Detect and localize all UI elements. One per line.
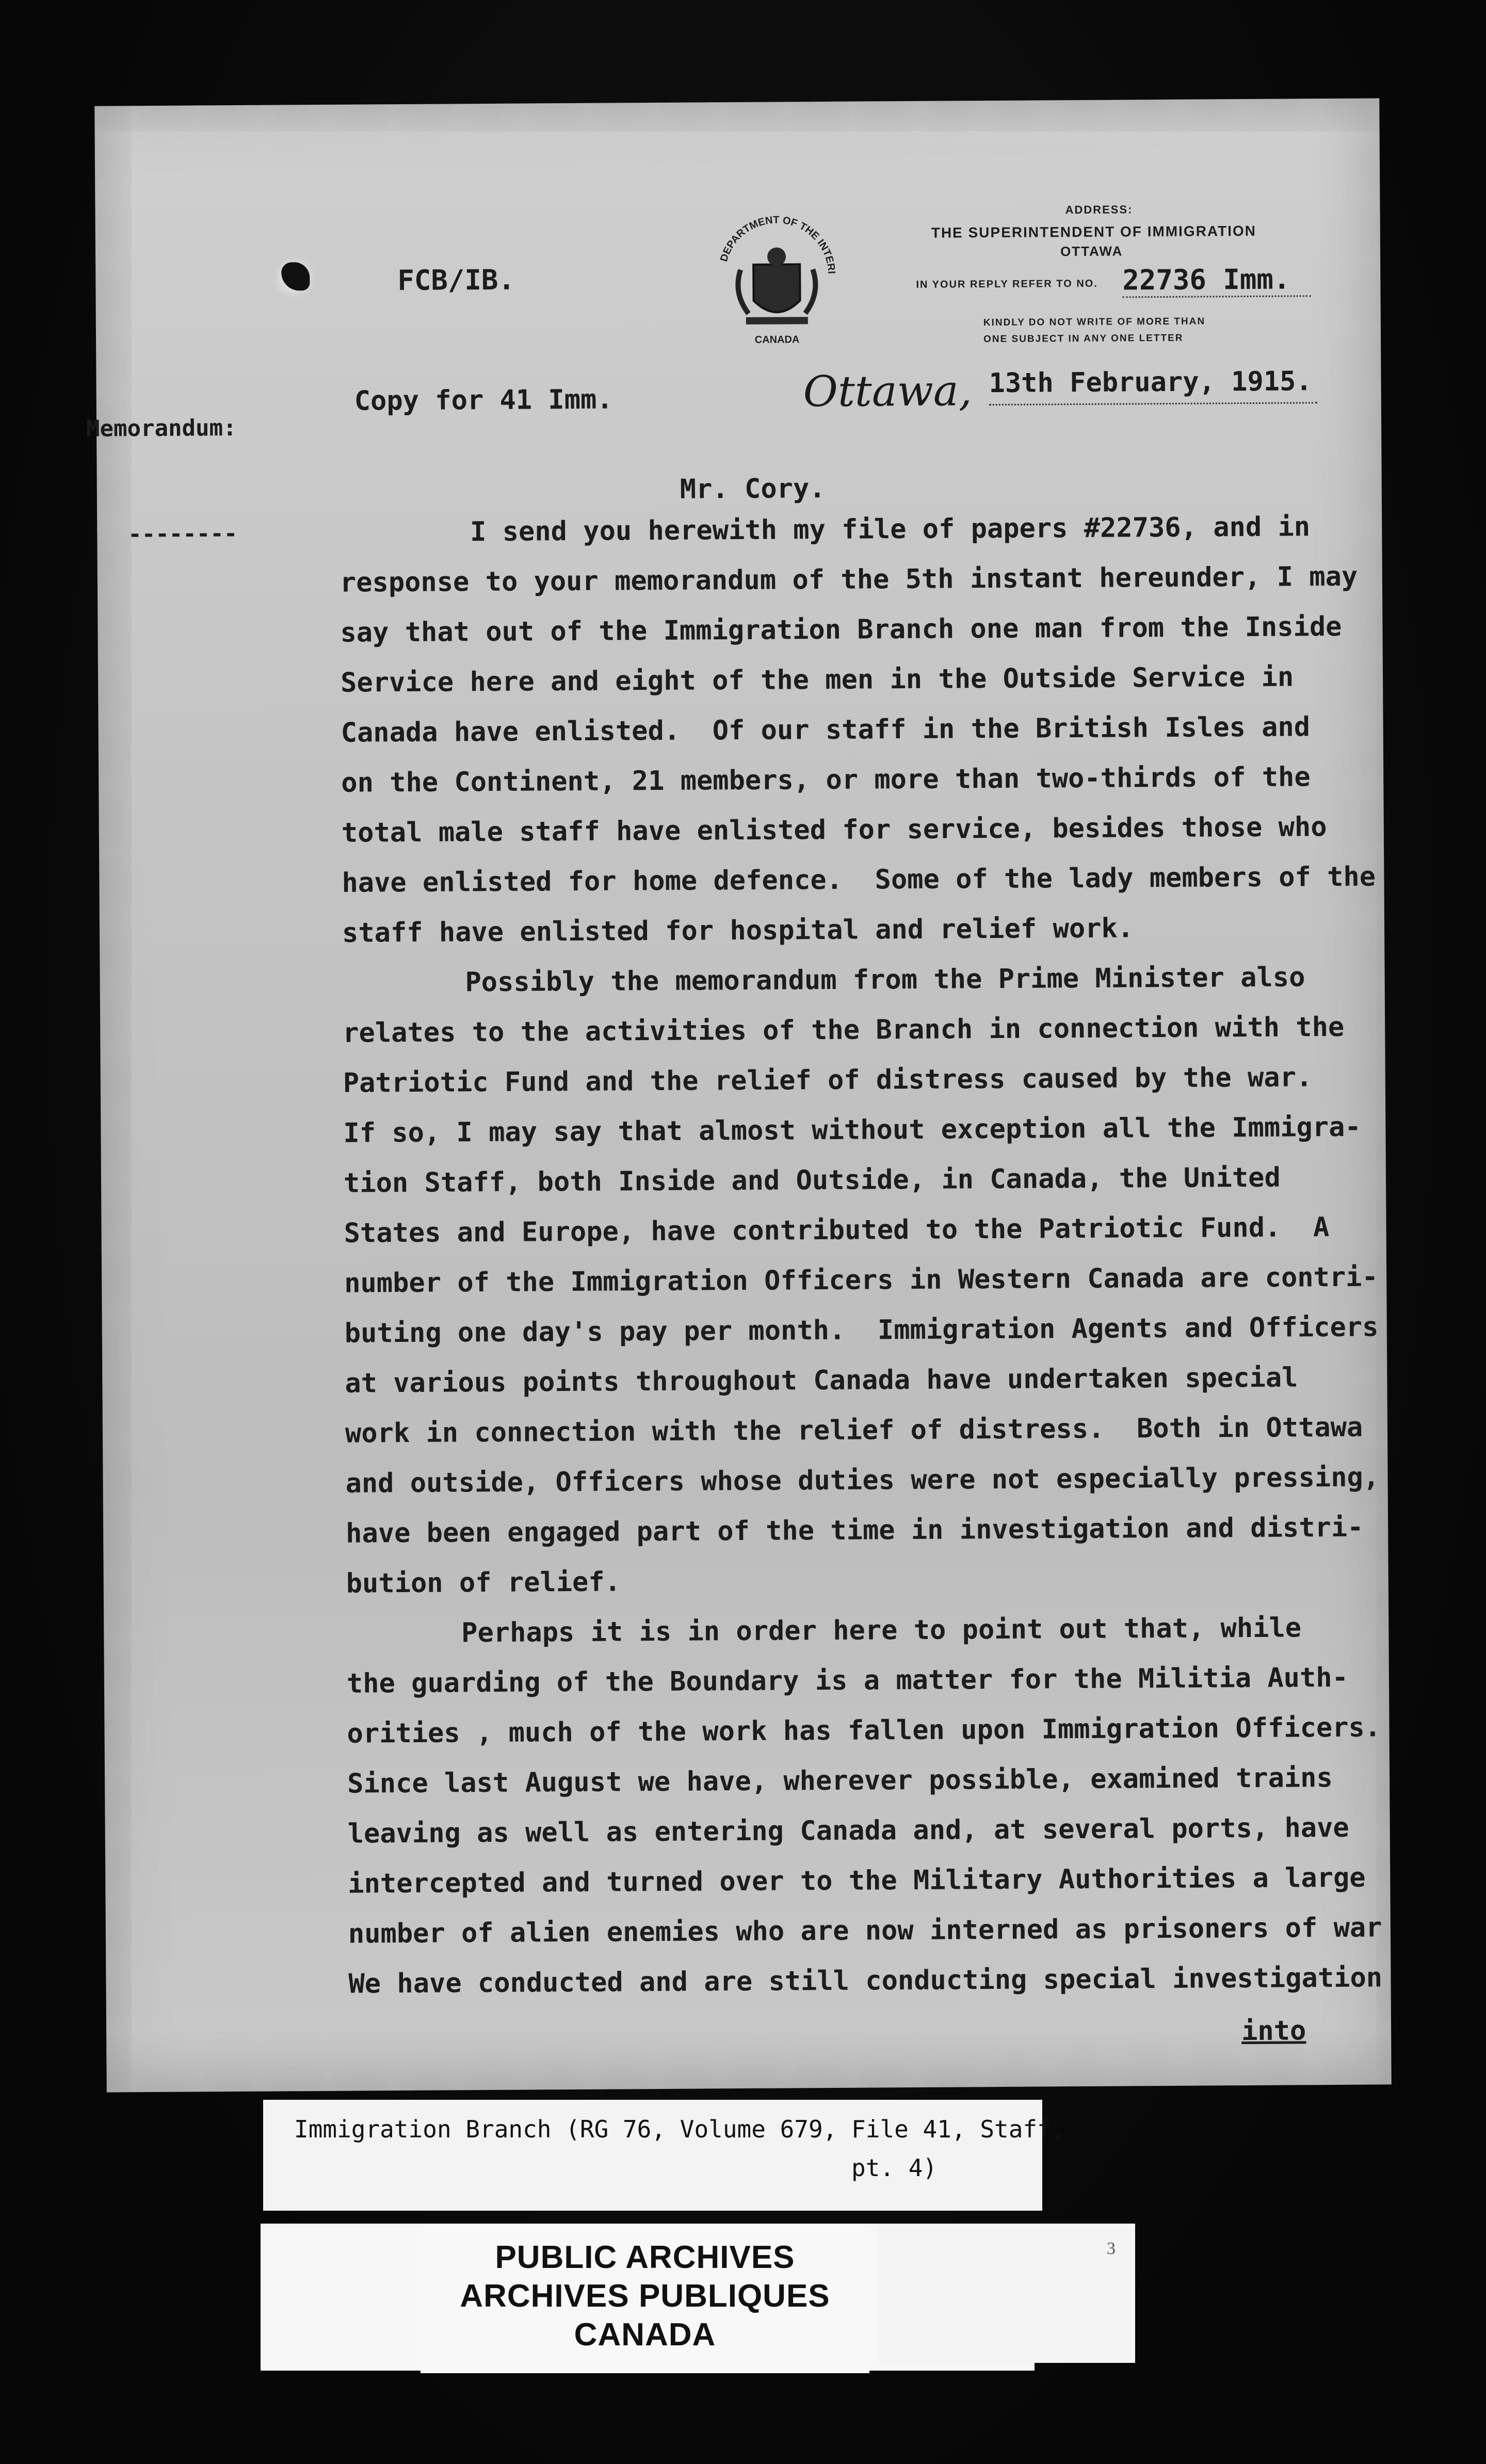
- body-line: I send you herewith my file of papers #22736, and in: [373, 511, 1311, 548]
- archive-reference-label: [263, 2100, 1066, 2211]
- addressee: Mr. Cory.: [680, 473, 826, 505]
- body-line: Possibly the memorandum from the Prime Minister also: [368, 962, 1305, 999]
- body-line: Perhaps it is in order here to point out that, while: [364, 1612, 1302, 1649]
- body-line: orities , much of the work has fallen upon Immigration Officers.: [347, 1712, 1381, 1749]
- public-archives-stamp: [421, 2224, 869, 2373]
- note-line-2: ONE SUBJECT IN ANY ONE LETTER: [983, 332, 1184, 345]
- body-line: and outside, Officers whose duties were not especially pressing,: [345, 1462, 1380, 1499]
- body-line: work in connection with the relief of distress. Both in Ottawa: [345, 1412, 1363, 1449]
- body-line: leaving as well as entering Canada and, at several ports, have: [347, 1812, 1349, 1850]
- body-line: If so, I may say that almost without exception all the Immigra-: [343, 1111, 1361, 1149]
- address-label: ADDRESS:: [1065, 203, 1133, 217]
- corner-mark: 3: [1107, 2239, 1116, 2258]
- memorandum-page: [86, 98, 1391, 2092]
- initials: FCB/IB.: [397, 263, 515, 297]
- stamp-backing-right: [877, 2224, 1135, 2363]
- address-line-1: THE SUPERINTENDENT OF IMMIGRATION: [931, 222, 1257, 241]
- crest-bottom-text: CANADA: [754, 334, 800, 346]
- body-line: Patriotic Fund and the relief of distress caused by the war.: [343, 1062, 1313, 1099]
- body-line: States and Europe, have contributed to the Patriotic Fund. A: [344, 1212, 1330, 1249]
- body-line: tion Staff, both Inside and Outside, in Canada, the United: [343, 1162, 1281, 1199]
- letter-date: 13th February, 1915.: [989, 366, 1317, 406]
- body-line: staff have enlisted for hospital and relief work.: [342, 913, 1134, 949]
- place-name: Ottawa,: [803, 366, 973, 417]
- punch-hole: [271, 254, 318, 301]
- body-line: on the Continent, 21 members, or more than two-thirds of the: [341, 761, 1311, 799]
- body-line: at various points throughout Canada have undertaken special: [345, 1362, 1298, 1399]
- body-line: the guarding of the Boundary is a matter for the Militia Auth-: [346, 1662, 1349, 1699]
- archive-reference-line-2: pt. 4): [851, 2154, 938, 2182]
- body-line: say that out of the Immigration Branch one man from the Inside: [340, 611, 1342, 649]
- archive-reference-line-1: Immigration Branch (RG 76, Volume 679, File 41, Staff,: [294, 2115, 1066, 2143]
- body-line: intercepted and turned over to the Military Authorities a large: [348, 1862, 1366, 1900]
- memorandum-label: Memorandum:: [86, 414, 237, 442]
- margin-dashes: --------: [128, 520, 238, 548]
- coat-of-arms-icon: [704, 202, 849, 353]
- body-line: relates to the activities of the Branch in connection with the: [343, 1011, 1345, 1049]
- body-line: number of alien enemies who are now interned as prisoners of war: [348, 1912, 1382, 1950]
- body-line: bution of relief.: [346, 1566, 621, 1599]
- stamp-line-2: ARCHIVES PUBLIQUES: [460, 2278, 830, 2314]
- address-line-2: OTTAWA: [1060, 243, 1123, 260]
- body-line: Service here and eight of the men in the Outside Service in: [340, 661, 1294, 699]
- body-line: have enlisted for home defence. Some of the lady members of the: [342, 861, 1376, 899]
- continuation-word: into: [1241, 2015, 1306, 2047]
- body-line: response to your memorandum of the 5th instant hereunder, I may: [340, 561, 1358, 598]
- body-line: total male staff have enlisted for service, besides those who: [341, 812, 1327, 849]
- body-line: Canada have enlisted. Of our staff in the British Isles and: [341, 711, 1311, 749]
- body-line: Since last August we have, wherever possible, examined trains: [347, 1762, 1333, 1800]
- crest-top-text: DEPARTMENT OF THE INTERIOR: [718, 214, 837, 274]
- body-line: buting one day's pay per month. Immigration Agents and Officers: [344, 1311, 1379, 1349]
- copy-for-reference: Copy for 41 Imm.: [354, 384, 613, 417]
- body-line: have been engaged part of the time in investigation and distri-: [345, 1512, 1364, 1549]
- stamp-line-1: PUBLIC ARCHIVES: [495, 2240, 795, 2275]
- body-line: We have conducted and are still conducting special investigation: [348, 1962, 1383, 2000]
- body-line: number of the Immigration Officers in Western Canada are contri-: [344, 1261, 1378, 1299]
- stamp-line-3: CANADA: [574, 2317, 716, 2353]
- note-line-1: KINDLY DO NOT WRITE OF MORE THAN: [983, 316, 1206, 329]
- reply-prefix: IN YOUR REPLY REFER TO NO.: [916, 278, 1098, 290]
- reply-number: 22736 Imm.: [1122, 263, 1311, 298]
